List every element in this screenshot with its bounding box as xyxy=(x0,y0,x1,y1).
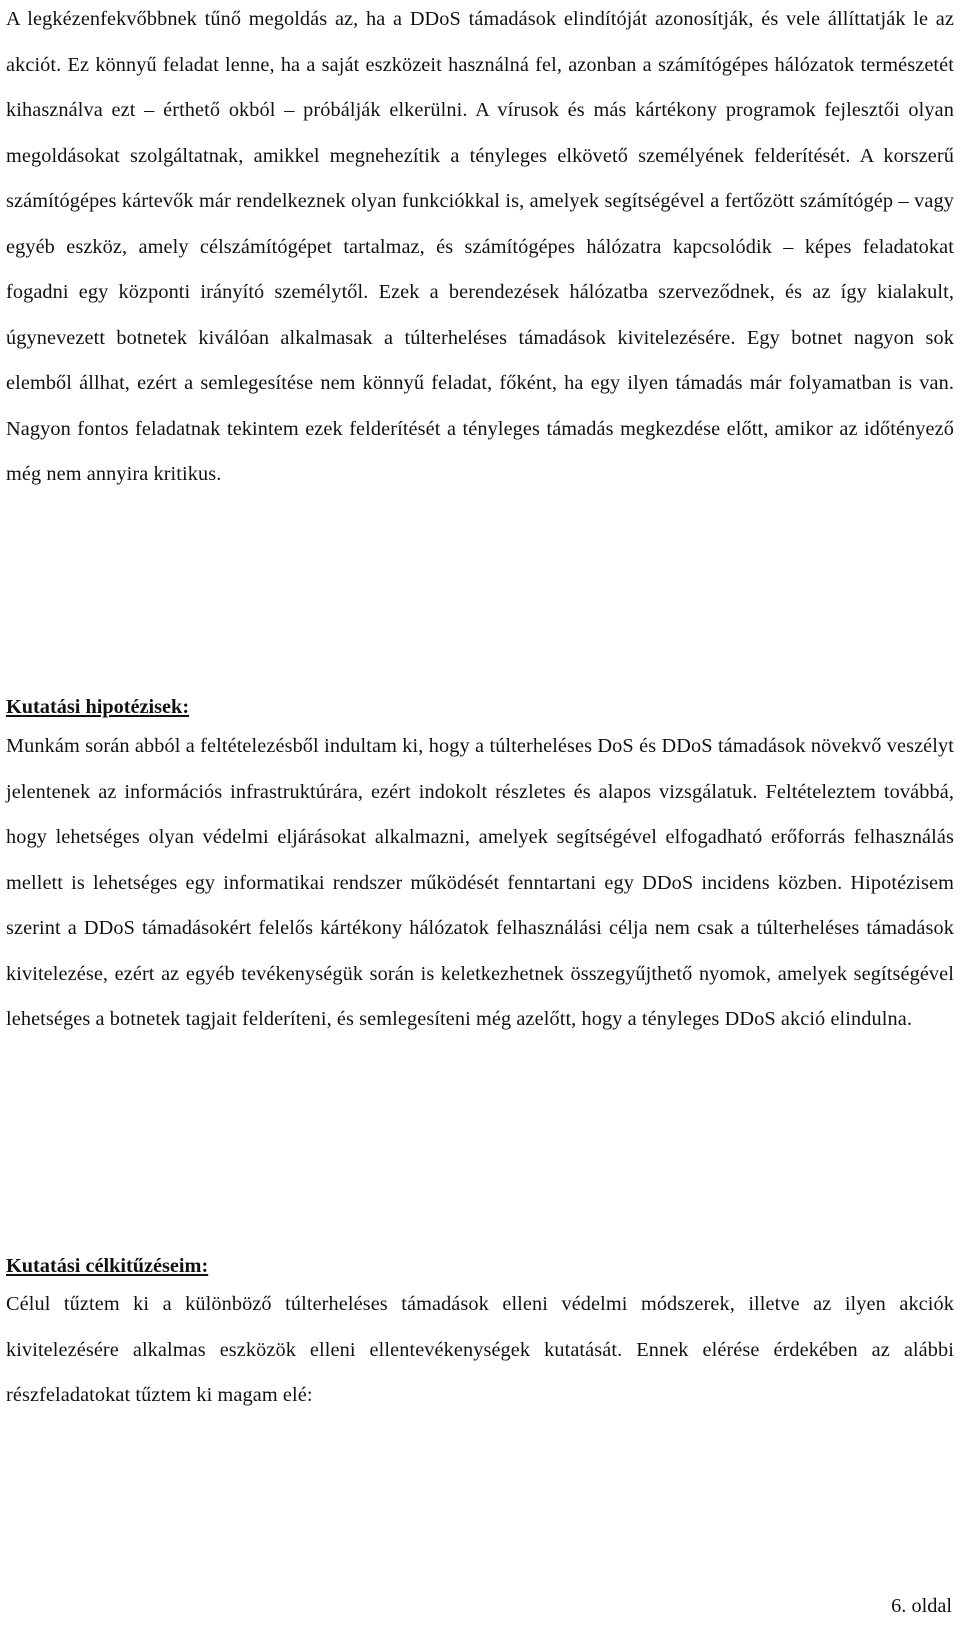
body-paragraph-intro: A legkézenfekvőbbnek tűnő megoldás az, ha a DDoS támadások elindítóját azonosítják, és vele állíttatják le az akciót. Ez könnyű feladat lenne, ha a saját eszközeit használná fel, azonban a számítógépes hálózatok természetét kihasználva ezt – érthető okból – próbálják elkerülni. A vírusok és más kártékony programok fejlesztői olyan megoldásokat szolgáltatnak, amikkel megnehezítik a tényleges elkövető személyének felderítését. A korszerű számítógépes kártevők már rendelkeznek olyan funkciókkal is, amelyek segítségével a fertőzött számítógép – vagy egyéb eszköz, amely célszámítógépet tartalmaz, és számítógépes hálózatra kapcsolódik – képes feladatokat fogadni egy központi irányító személytől. Ezek a berendezések hálózatba szerveződnek, és az így kialakult, úgynevezett botnetek kiválóan alkalmasak a túlterheléses támadások kivitelezésére. Egy botnet nagyon sok elemből állhat, ezért a semlegesítése nem könnyű feladat, főként, ha egy ilyen támadás már folyamatban is van. Nagyon fontos feladatnak tekintem ezek felderítését a tényleges támadás megkezdése előtt, amikor az időtényező még nem annyira kritikus. xyxy=(6,8,954,485)
section-heading-hypotheses: Kutatási hipotézisek: xyxy=(6,696,190,718)
section-heading-objectives: Kutatási célkitűzéseim: xyxy=(6,1255,209,1277)
document-page xyxy=(6,0,954,1406)
body-paragraph-objectives: Célul tűztem ki a különböző túlterheléses támadások elleni védelmi módszerek, illetve az ilyen akciók kivitelezésére alkalmas eszközök elleni ellentevékenységek kutatását. Ennek elérése érdekében az alábbi részfeladatokat tűztem ki magam elé: xyxy=(6,1293,954,1406)
page-number: 6. oldal xyxy=(891,1595,952,1617)
body-paragraph-hypotheses: Munkám során abból a feltételezésből indultam ki, hogy a túlterheléses DoS és DDoS támadások növekvő veszélyt jelentenek az információs infrastruktúrára, ezért indokolt részletes és alapos vizsgálatuk. Feltételeztem továbbá, hogy lehetséges olyan védelmi eljárásokat alkalmazni, amelyek segítségével elfogadható erőforrás felhasználás mellett is lehetséges egy informatikai rendszer működését fenntartani egy DDoS incidens közben. Hipotézisem szerint a DDoS támadásokért felelős kártékony hálózatok felhasználási célja nem csak a túlterheléses támadások kivitelezése, ezért az egyéb tevékenységük során is keletkezhetnek összegyűjthető nyomok, amelyek segítségével lehetséges a botnetek tagjait felderíteni, és semlegesíteni még azelőtt, hogy a tényleges DDoS akció elindulna. xyxy=(6,735,954,1030)
